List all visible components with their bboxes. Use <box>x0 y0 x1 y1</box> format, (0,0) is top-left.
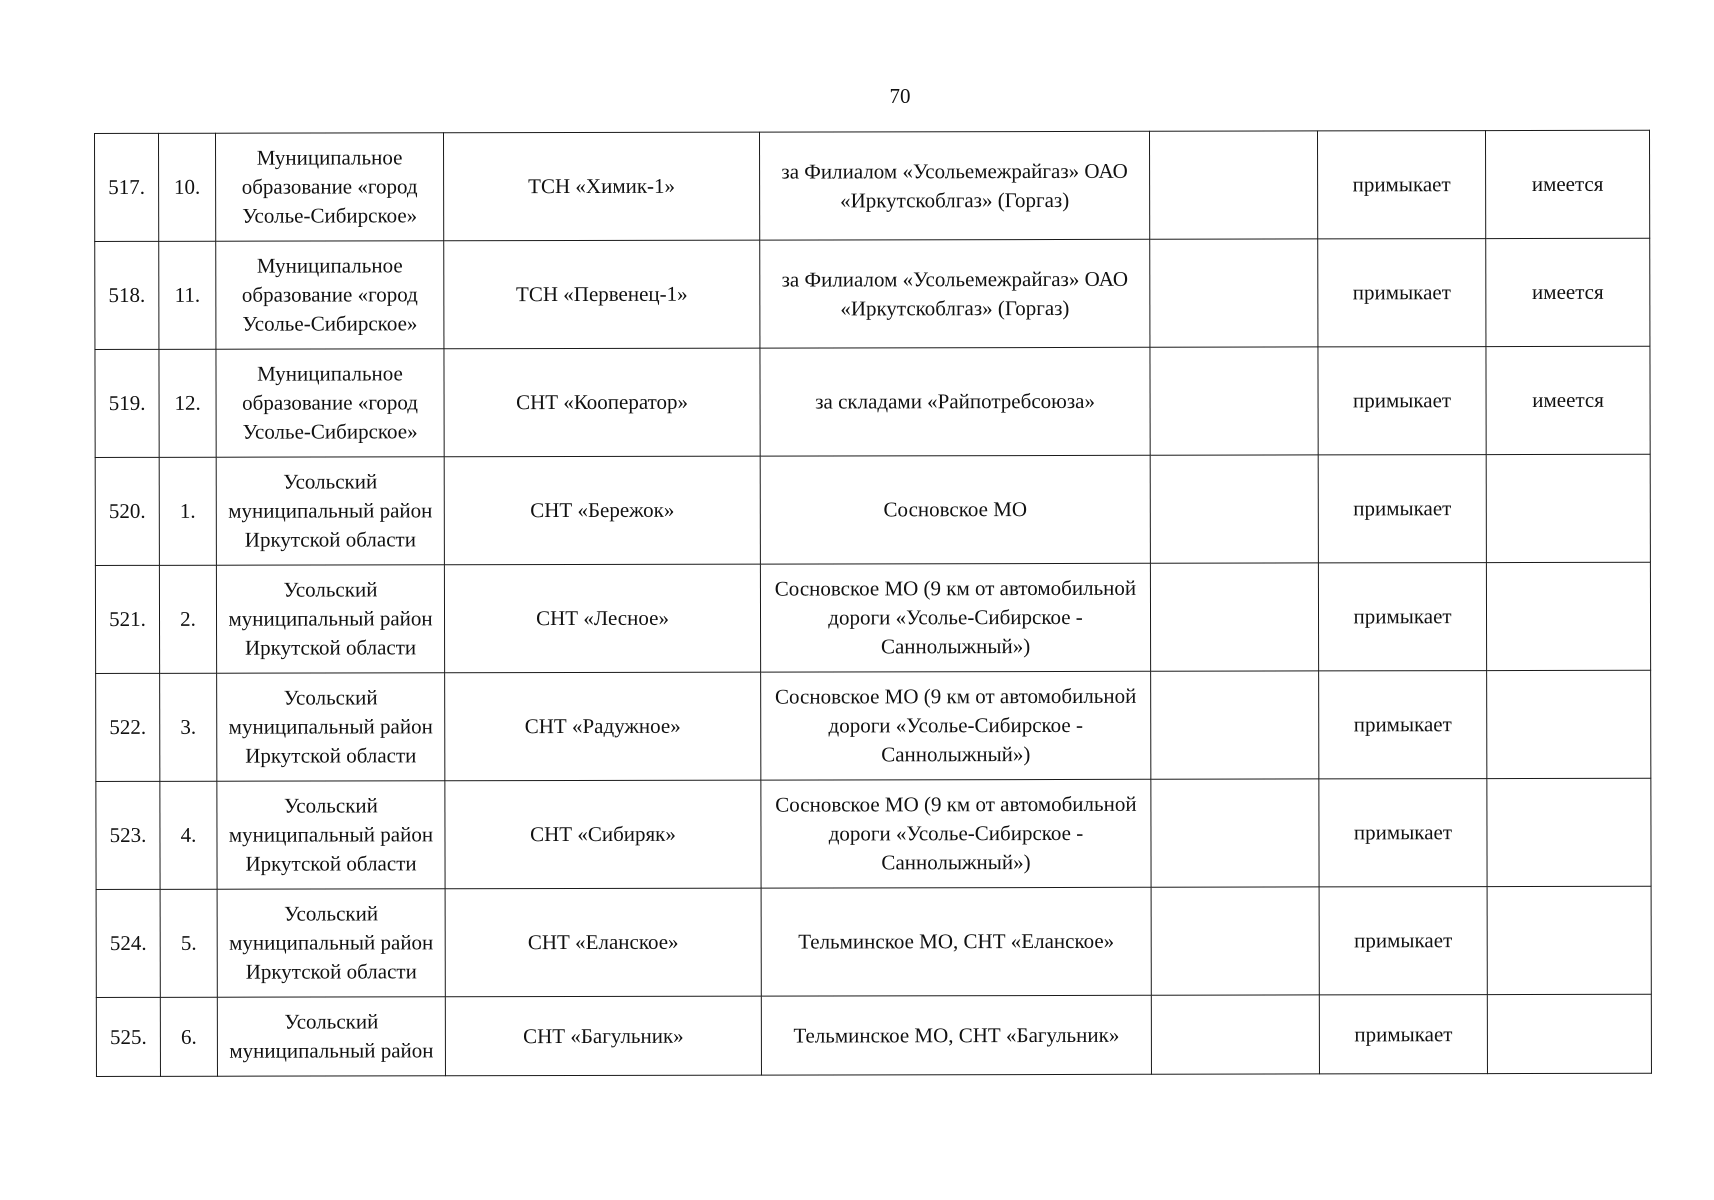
adjacency-cell: примыкает <box>1318 239 1486 347</box>
location-cell: Тельминское МО, СНТ «Багульник» <box>761 995 1151 1075</box>
page-number: 70 <box>889 84 911 108</box>
availability-cell: имеется <box>1485 130 1649 238</box>
sub-number-cell: 6. <box>160 997 217 1076</box>
association-name-cell: СНТ «Сибиряк» <box>445 780 761 889</box>
location-cell: Сосновское МО <box>760 455 1150 564</box>
availability-cell: имеется <box>1486 346 1650 454</box>
availability-cell <box>1487 994 1651 1073</box>
association-name-cell: СНТ «Бережок» <box>444 456 760 565</box>
location-cell: за складами «Райпотребсоюза» <box>760 347 1150 456</box>
municipality-cell: Муниципальное образование «город Усолье-Сибирское» <box>216 241 444 349</box>
location-cell: Сосновское МО (9 км от автомобильной дороги «Усолье-Сибирское - Саннолыжный») <box>761 671 1151 780</box>
table-row <box>95 238 1650 349</box>
empty-cell <box>1151 995 1319 1074</box>
adjacency-cell: примыкает <box>1317 131 1485 239</box>
sub-number-cell: 1. <box>159 457 216 565</box>
empty-cell <box>1150 563 1318 671</box>
sub-number-cell: 4. <box>160 781 217 889</box>
municipality-cell: Усольский муниципальный район Иркутской области <box>217 673 445 781</box>
row-number-cell: 518. <box>95 241 159 349</box>
municipality-cell: Усольский муниципальный район Иркутской области <box>217 889 445 997</box>
adjacency-cell: примыкает <box>1319 995 1487 1074</box>
row-number-cell: 517. <box>95 133 159 241</box>
empty-cell <box>1151 887 1319 995</box>
availability-cell <box>1487 886 1651 994</box>
row-number-cell: 525. <box>96 997 160 1076</box>
registry-table <box>94 130 1652 1077</box>
empty-cell <box>1150 455 1318 563</box>
adjacency-cell: примыкает <box>1318 347 1486 455</box>
association-name-cell: СНТ «Радужное» <box>445 672 761 781</box>
adjacency-cell: примыкает <box>1318 455 1486 563</box>
municipality-cell: Усольский муниципальный район Иркутской области <box>217 781 445 889</box>
table-row <box>96 994 1651 1076</box>
location-cell: за Филиалом «Усольемежрайгаз» ОАО «Иркутскоблгаз» (Горгаз) <box>759 131 1149 240</box>
municipality-cell: Усольский муниципальный район <box>217 997 445 1076</box>
row-number-cell: 519. <box>95 349 159 457</box>
empty-cell <box>1151 671 1319 779</box>
table-row <box>96 778 1651 889</box>
empty-cell <box>1150 239 1318 347</box>
table-row <box>95 562 1650 673</box>
location-cell: за Филиалом «Усольемежрайгаз» ОАО «Иркутскоблгаз» (Горгаз) <box>760 239 1150 348</box>
row-number-cell: 522. <box>96 673 160 781</box>
association-name-cell: СНТ «Лесное» <box>444 564 760 673</box>
adjacency-cell: примыкает <box>1319 779 1487 887</box>
location-cell: Сосновское МО (9 км от автомобильной дороги «Усолье-Сибирское - Саннолыжный») <box>761 779 1151 888</box>
sub-number-cell: 12. <box>159 349 216 457</box>
adjacency-cell: примыкает <box>1319 887 1487 995</box>
adjacency-cell: примыкает <box>1318 563 1486 671</box>
table-row <box>95 454 1650 565</box>
sub-number-cell: 2. <box>159 565 216 673</box>
association-name-cell: СНТ «Еланское» <box>445 888 761 997</box>
association-name-cell: СНТ «Кооператор» <box>444 348 760 457</box>
sub-number-cell: 11. <box>159 241 216 349</box>
availability-cell: имеется <box>1486 238 1650 346</box>
row-number-cell: 520. <box>95 457 159 565</box>
municipality-cell: Муниципальное образование «город Усолье-Сибирское» <box>216 133 444 241</box>
empty-cell <box>1150 347 1318 455</box>
row-number-cell: 523. <box>96 781 160 889</box>
municipality-cell: Усольский муниципальный район Иркутской области <box>216 457 444 565</box>
empty-cell <box>1151 779 1319 887</box>
availability-cell <box>1486 454 1650 562</box>
table-row <box>96 886 1651 997</box>
empty-cell <box>1149 131 1317 239</box>
row-number-cell: 521. <box>95 565 159 673</box>
location-cell: Тельминское МО, СНТ «Еланское» <box>761 887 1151 996</box>
adjacency-cell: примыкает <box>1319 671 1487 779</box>
table-row <box>96 670 1651 781</box>
row-number-cell: 524. <box>96 889 160 997</box>
availability-cell <box>1487 778 1651 886</box>
table-row <box>95 346 1650 457</box>
table-row <box>95 130 1650 241</box>
association-name-cell: ТСН «Химик-1» <box>444 132 760 241</box>
municipality-cell: Муниципальное образование «город Усолье-Сибирское» <box>216 349 444 457</box>
availability-cell <box>1486 562 1650 670</box>
association-name-cell: СНТ «Багульник» <box>445 996 761 1076</box>
sub-number-cell: 5. <box>160 889 217 997</box>
association-name-cell: ТСН «Первенец-1» <box>444 240 760 349</box>
municipality-cell: Усольский муниципальный район Иркутской области <box>216 565 444 673</box>
sub-number-cell: 10. <box>159 133 216 241</box>
location-cell: Сосновское МО (9 км от автомобильной дороги «Усолье-Сибирское - Саннолыжный») <box>760 563 1150 672</box>
availability-cell <box>1487 670 1651 778</box>
sub-number-cell: 3. <box>160 673 217 781</box>
